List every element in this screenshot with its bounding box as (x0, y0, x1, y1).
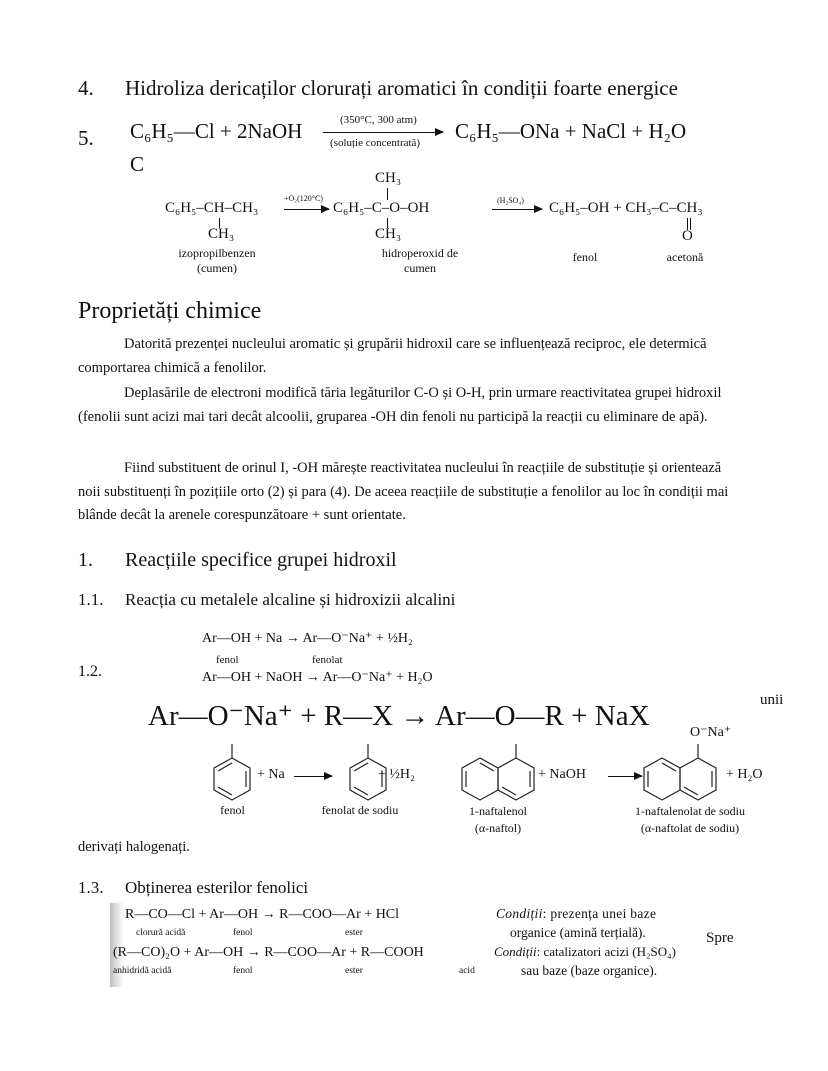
label: Condiții (494, 944, 537, 959)
label: Condiții (496, 906, 543, 921)
cumene-label (162, 246, 272, 276)
label: (α-naftolat de sodiu) (640, 821, 740, 835)
label: (cumen) (197, 261, 237, 275)
reaction-arrow (294, 776, 332, 777)
hydroperoxide-methyl-bottom: CH₃ (375, 226, 402, 242)
subsection-title: Obținerea esterilor fenolici (125, 878, 309, 897)
condition-1 (496, 906, 656, 922)
reaction-arrow (492, 209, 542, 210)
subsection-number: 1.1. (78, 590, 104, 609)
condition-2-cont: sau baze (baze organice). (521, 963, 658, 978)
heading-number: 1. (78, 549, 93, 571)
ester-equation-1: R—CO—Cl + Ar—OH → R—COO—Ar + HCl (125, 907, 400, 922)
hydrolysis-products: C₆H₅—ONa + NaCl + H₂O (455, 119, 687, 143)
plus-na: + Na (257, 767, 285, 782)
phenol-label: fenol (572, 250, 598, 264)
label: izopropilbenzen (178, 246, 256, 260)
bond (387, 188, 388, 200)
label-naftolat (620, 803, 760, 837)
reaction-arrow (608, 776, 642, 777)
products-formula: C₆H₅–OH + CH₃–C–CH₃ (549, 200, 703, 216)
hydroperoxide-methyl-top: CH₃ (375, 170, 402, 186)
label: hidroperoxid de (381, 246, 459, 260)
hydrolysis-condition-top: (350°C, 300 atm) (340, 114, 417, 126)
ring-structures (200, 740, 770, 810)
naphthalene-ring-icon (462, 744, 534, 800)
acetone-oxygen: O (682, 228, 693, 244)
cumene-methyl: CH₃ (208, 226, 235, 242)
label: 1-naftalenol (469, 804, 527, 818)
label-fenol: fenol (216, 654, 239, 666)
label: (α-naftol) (474, 821, 522, 835)
williamson-equation: Ar—O⁻Na⁺ + R—X → Ar—O—R + NaX (148, 700, 650, 732)
acetone-label: acetonă (666, 250, 704, 264)
condition-1-cont: organice (amină terțială). (510, 925, 646, 940)
subsection-title: Reacția cu metalele alcaline și hidroxizii alcalini (125, 590, 456, 609)
text-fragment: unii (760, 692, 784, 708)
section-title: Proprietăți chimice (78, 298, 262, 324)
equation-phenol-na: Ar—OH + Na → Ar—O⁻Na⁺ + ½H₂ (202, 631, 413, 646)
label: clorură acidă (136, 928, 186, 938)
label: anhidridă acidă (113, 966, 172, 976)
label-fenolat-sodiu: fenolat de sodiu (321, 803, 399, 817)
benzene-ring-icon (214, 744, 250, 800)
section-4-title: Hidroliza dericaților clorurați aromatici în condiții foarte energice (125, 76, 678, 100)
label-naftol (448, 803, 548, 837)
plus-h2o: + H₂O (726, 767, 763, 782)
paragraph: Deplasările de electroni modifică tăria legăturilor C-O și O-H, prin urmare reactivitatea grupei hidroxil (fenolii sunt acizi mai tari decât alcoolii, gruparea -OH din fenoli nu participă la reacții cu eliminare de apă). (78, 385, 722, 425)
naphthalene-ring-icon (644, 744, 716, 800)
subsection-number: 1.3. (78, 878, 104, 897)
section-5-number: 5. (78, 126, 94, 150)
label-fenolat: fenolat (312, 654, 343, 666)
cumene-arrow-label: +O₂(120°C) (284, 194, 323, 203)
hydrolysis-reactants: C₆H₅—Cl + 2NaOH (130, 119, 303, 143)
heading-title: Reacțiile specifice grupei hidroxil (125, 549, 397, 571)
paragraph: Fiind substituent de orinul I, -OH mărește reactivitatea nucleului în reacțiile de substituție și orientează noii substituenți în pozițiile orto (2) și para (4). De aceea reacțiile de substituție a fenolilor au loc în condiții mai blânde decât la arenele corespunzătoare + sunt orientate. (78, 460, 729, 523)
label: ester (345, 928, 363, 938)
label: cumen (404, 261, 436, 275)
plus-naoh: + NaOH (538, 767, 586, 782)
label: 1-naftalenolat de sodiu (635, 804, 745, 818)
naftolat-group: O⁻Na⁺ (690, 725, 732, 740)
stray-text: C (130, 152, 145, 176)
reaction-arrow (284, 209, 329, 210)
equation-phenol-naoh: Ar—OH + NaOH → Ar—O⁻Na⁺ + H₂O (202, 670, 433, 685)
condition-2 (494, 944, 676, 960)
plus-half-h2: + ½H₂ (378, 767, 415, 782)
label: : catalizatori acizi (H₂SO₄) (536, 944, 676, 959)
cumene-formula: C₆H₅–CH–CH₃ (165, 200, 259, 216)
reaction-arrow (323, 132, 443, 133)
acid-arrow-label: (H₂SO₄) (497, 196, 524, 205)
text-fragment: derivați halogenați. (78, 839, 190, 855)
subsection-number: 1.2. (78, 663, 102, 680)
hydroperoxide-formula: C₆H₅–C–O–OH (333, 200, 430, 216)
label: fenol (233, 928, 253, 938)
section-4-number: 4. (78, 76, 94, 100)
label: fenol (233, 966, 253, 976)
ester-equation-2: (R—CO)₂O + Ar—OH → R—COO—Ar + R—COOH (113, 945, 424, 960)
text-fragment: Spre (706, 930, 734, 946)
paragraph: Datorită prezenței nucleului aromatic și grupării hidroxil care se influențează reciproc, ele determică comportarea chimică a fenolilor. (78, 336, 707, 376)
label: acid (459, 966, 475, 976)
label-fenol: fenol (220, 803, 245, 817)
hydroperoxide-label (360, 246, 480, 276)
hydrolysis-condition-bottom: (soluție concentrată) (330, 137, 421, 149)
label: : prezența unei baze (542, 906, 657, 921)
label: ester (345, 966, 363, 976)
